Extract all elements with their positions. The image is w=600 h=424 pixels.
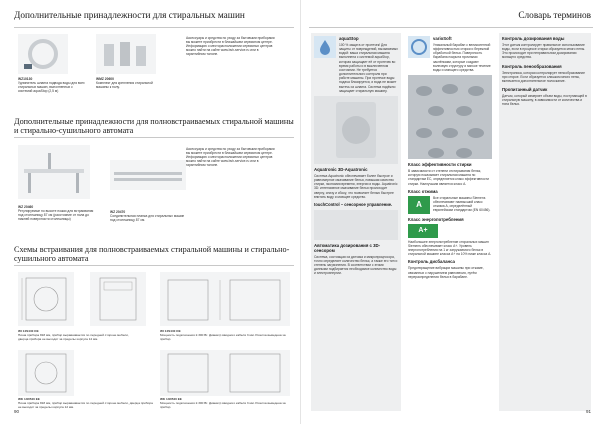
right-page-title: Словарь терминов [518, 11, 591, 21]
scheme-desc: Мощность подключения 2.300 Вт. Диаметр вводного кабеля 3 мм. Розетка выведена за прибор. [160, 332, 286, 341]
term-heading: Контроль дисбаланса [408, 259, 455, 265]
term-heading: aquaStop [339, 36, 359, 41]
scheme-diagram-4 [18, 350, 74, 396]
connecting-bar-image [110, 160, 186, 190]
term-heading: Контроль дозирования воды [502, 36, 565, 41]
scheme-caption-1 [18, 330, 138, 342]
scheme-caption-3 [18, 398, 153, 410]
term-body: Электроника, которая контролирует пенообразование при стирке. Если образуется слишком много пены, включается дополнительное полоскание. [502, 70, 585, 83]
aquastop-entry [314, 36, 398, 93]
item-code: WZ10130 [18, 77, 33, 81]
page-number-right: 91 [585, 409, 591, 414]
item-desc: Комплект для крепления стиральной машины к полу. [96, 81, 153, 90]
term-body: Датчик, который измеряет объем воды, поступающей в стиральную машину, в зависимости от количества и типа белья. [502, 94, 587, 107]
scheme-code: WK 14D540 EE [18, 397, 40, 401]
touchcontrol-line: touchControl – сенсорное управление. [314, 201, 393, 207]
term-heading: Класс отжима [408, 188, 438, 194]
term-body: В зависимости от степени отстирывания белья, которую показывает стиральная машина по стандартам ЕС, определяется класс эффективности стирки. Наилучшим является класс А. [408, 169, 489, 186]
scheme-code: WK 14D540 EE [160, 397, 182, 401]
service-note-1: Аксессуары и средства по уходу за бытовыми приборами вы можете приобрести в ближайшем сервисном центре. Информацию о месторасположении сервисных центров можно найти на сайте www.bsh-service.ru или в гарантийном талоне. [186, 36, 275, 57]
term-heading: Класс эффективности стирки [408, 162, 472, 168]
term-body: Уникальный барабан с великолепной эффективностью стирки и бережной обработкой белья. Поверхность барабана покрыта прочными заклёпками, которые создают волновую структуру и мягкое течение воды и моющего средства. [433, 43, 491, 72]
item-code: WZ 20460 [18, 205, 34, 209]
drum-illustration [408, 75, 492, 159]
term-body: Все стиральные машины Siemens обеспечивают наивысший класс отжима А, определённый европейским стандартом (EN 60456). [433, 195, 491, 213]
scheme-code: WI 14S440 OE [18, 329, 39, 333]
term-heading: varioSoft [433, 36, 452, 41]
scheme-desc: Мощность подключения 2.300 Вт. Диаметр вводного кабеля 3 мм. Розетка выведена за прибор. [160, 400, 286, 409]
glossary-column-3 [499, 33, 591, 411]
title-rule [14, 27, 294, 28]
term-body: 100 % защита от протечек! Для защиты от повреждений, вызываемых водой: ваша стиральная машина выполнена с системой aquaStop, которая защищает её от протечек во время работы и в выключенном состоянии. Не требуется дополнительного контроля при работе машины. При протечке воды подача блокируется, и вода не может вытечь из шланга. Система надёжно защищает стиральную машину. [339, 43, 398, 93]
title-rule [309, 27, 593, 28]
item-wmz20600 [96, 77, 166, 89]
left-page-title: Дополнительные принадлежности для стиральных машин [14, 11, 245, 21]
section-title-schemes: Схемы встраивания для полновстраиваемых стиральной машины и стирально-сушильного автомата [14, 245, 290, 264]
term-body: Предотвращение вибрации машины при отжиме, связанных с нарушением равновесия, путём перераспределения белья в барабане. [408, 266, 484, 279]
sensor-illustration [314, 210, 398, 240]
scheme-desc: Ниша прибора 818 мм, прибор выравнивается по передней стороне мебели, дверца прибора не выходит за пределы корпуса 12 мм. [18, 400, 153, 409]
aquatronic-illustration [314, 96, 398, 164]
item-desc: Соединительная планка для стиральных машин под столешницу 87 см. [110, 214, 185, 223]
scheme-caption-4 [160, 398, 290, 410]
item-wz20470 [110, 210, 186, 222]
right-page [300, 0, 600, 424]
section-rule [14, 137, 294, 138]
scheme-diagram-3 [160, 272, 290, 326]
item-code: WMZ 20600 [96, 77, 114, 81]
scheme-diagram-2 [90, 272, 146, 326]
glossary-column-2 [405, 33, 495, 411]
spin-class-entry [408, 196, 492, 214]
section-rule [14, 265, 294, 266]
hose-image [18, 34, 68, 74]
variosoft-entry [408, 36, 492, 72]
aquastop-icon [314, 36, 336, 58]
adjustable-feet-image [18, 145, 90, 199]
term-heading: Пропитанный датчик [502, 87, 548, 93]
spin-class-badge: A [408, 196, 430, 214]
item-wz10130 [18, 77, 88, 93]
scheme-code: WI 14S440 OE [160, 329, 181, 333]
service-note-2: Аксессуары и средства по уходу за бытовыми приборами вы можете приобрести в ближайшем сервисном центре. Информацию о месторасположении сервисных центров можно найти на сайте www.bsh-service.ru или в гарантийном талоне. [186, 147, 275, 168]
scheme-diagram-1 [18, 272, 74, 326]
term-heading: Класс энергопотребления [408, 216, 464, 222]
energy-class-badge: A+ [408, 224, 438, 238]
floor-mount-kit-image [96, 34, 156, 74]
scheme-desc: Ниша прибора 818 мм, прибор выравнивается по передней стороне мебели, дверца прибора не выходит за пределы корпуса 12 мм. [18, 332, 129, 341]
term-body: Система Aquatronic обеспечивает более быстрое и равномерное смачивание белья, повышая качество стирки, экономия времени, энергии и воды. Aquatronic 3D: интенсивное смачивание белья происходит сверху, снизу и сбоку, что позволяет белью быстрее впитать воду и моющее средство. [314, 173, 398, 199]
term-heading: Автоматика дозирования с 3D-сенсором [314, 242, 381, 253]
term-heading: Aquatronic 3D-Aquatronic [314, 166, 368, 172]
item-desc: Регулируемые по высоте ножки для встраивания под столешницу 87 см (расстояние от пола до нижней поверхности столешницы) [18, 209, 94, 222]
item-wz20460 [18, 205, 96, 221]
term-body: Система, состоящая из датчика и микропроцессора, точно определяет количество белья, а также его тип и степень загрязнения. В соответствии с этими данными подбирается необходимое количество воды и электроэнергии. [314, 254, 398, 276]
term-heading: Контроль пенообразования [502, 63, 562, 69]
scheme-caption-2 [160, 330, 290, 342]
page-number-left: 90 [14, 409, 20, 414]
item-desc: Удлинитель шланга подвода воды для всех стиральных машин, выполненных с системой aquaStop (2,5 м) [18, 81, 85, 94]
term-body: Этот датчик контролирует правильное использование воды, если в процессе стирки образуется много пены. Это происходит при неправильном дозировании моющего средства. [502, 43, 586, 60]
term-body: Наибольшее энергопотребление стиральных машин Siemens обеспечивает класс А+. Уровень энергопотребления на 1 кг загружаемого белья в стиральной машине класса А+ на 10% ниже класса А. [408, 239, 492, 257]
item-code: WZ 20470 [110, 210, 126, 214]
variosoft-icon [408, 36, 430, 58]
section-title-accessories: Дополнительные принадлежности для полновстраиваемых стиральной машины и стирально-сушильного автомата [14, 117, 294, 136]
scheme-diagram-5 [160, 350, 290, 396]
glossary-column-1 [311, 33, 401, 411]
